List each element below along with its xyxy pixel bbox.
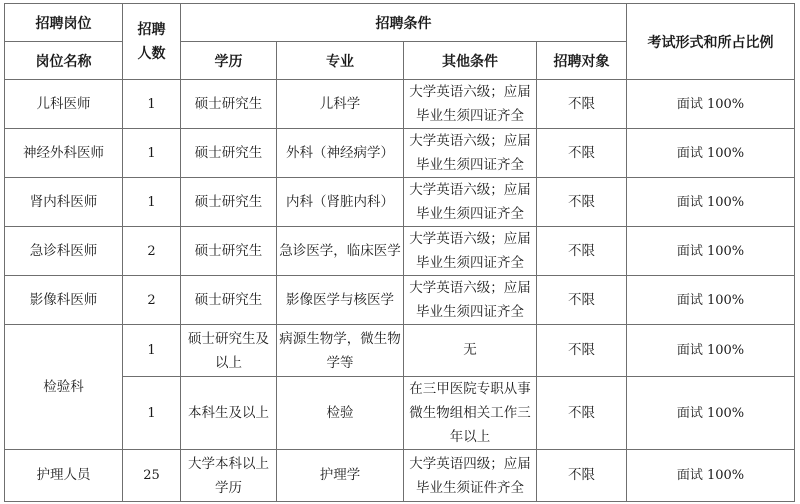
other-conditions-cell: 大学英语六级；应届毕业生须四证齐全 (404, 227, 537, 276)
count-cell: 1 (123, 325, 181, 377)
other-conditions-cell: 大学英语六级；应届毕业生须四证齐全 (404, 178, 537, 227)
count-cell: 1 (123, 377, 181, 450)
major-cell: 影像医学与核医学 (277, 276, 404, 325)
exam-cell: 面试 100% (627, 80, 795, 129)
table-row (5, 450, 795, 502)
header-major: 专业 (277, 42, 404, 80)
header-target: 招聘对象 (537, 42, 627, 80)
major-cell: 急诊医学，临床医学 (277, 227, 404, 276)
count-cell: 2 (123, 276, 181, 325)
count-cell: 1 (123, 129, 181, 178)
education-cell: 大学本科以上学历 (181, 450, 277, 502)
target-cell: 不限 (537, 80, 627, 129)
exam-cell: 面试 100% (627, 227, 795, 276)
education-cell: 硕士研究生及以上 (181, 325, 277, 377)
position-cell: 影像科医师 (5, 276, 123, 325)
target-cell: 不限 (537, 450, 627, 502)
count-cell: 1 (123, 178, 181, 227)
education-cell: 硕士研究生 (181, 227, 277, 276)
other-conditions-cell: 大学英语四级；应届毕业生须证件齐全 (404, 450, 537, 502)
position-cell: 护理人员 (5, 450, 123, 502)
table-row (5, 80, 795, 129)
other-conditions-cell: 大学英语六级；应届毕业生须四证齐全 (404, 276, 537, 325)
position-cell: 肾内科医师 (5, 178, 123, 227)
exam-cell: 面试 100% (627, 178, 795, 227)
education-cell: 硕士研究生 (181, 178, 277, 227)
major-cell: 病源生物学，微生物学等 (277, 325, 404, 377)
header-headcount-text: 招聘人数 (137, 21, 166, 62)
other-conditions-cell: 大学英语六级；应届毕业生须四证齐全 (404, 80, 537, 129)
count-cell: 1 (123, 80, 181, 129)
position-cell-lab: 检验科 (5, 325, 123, 450)
header-education: 学历 (181, 42, 277, 80)
exam-cell: 面试 100% (627, 276, 795, 325)
header-headcount (123, 4, 181, 80)
target-cell: 不限 (537, 178, 627, 227)
target-cell: 不限 (537, 325, 627, 377)
table-row (5, 325, 795, 377)
target-cell: 不限 (537, 227, 627, 276)
target-cell: 不限 (537, 276, 627, 325)
header-position-group: 招聘岗位 (5, 4, 123, 42)
target-cell: 不限 (537, 129, 627, 178)
header-conditions-group: 招聘条件 (181, 4, 627, 42)
header-position-name: 岗位名称 (5, 42, 123, 80)
position-cell: 儿科医师 (5, 80, 123, 129)
position-cell: 神经外科医师 (5, 129, 123, 178)
count-cell: 25 (123, 450, 181, 502)
header-row-1 (5, 4, 795, 42)
position-cell: 急诊科医师 (5, 227, 123, 276)
major-cell: 外科（神经病学） (277, 129, 404, 178)
major-cell: 儿科学 (277, 80, 404, 129)
other-conditions-cell: 在三甲医院专职从事微生物组相关工作三年以上 (404, 377, 537, 450)
table-row (5, 377, 795, 450)
table-row (5, 276, 795, 325)
education-cell: 硕士研究生 (181, 129, 277, 178)
table-row (5, 227, 795, 276)
education-cell: 硕士研究生 (181, 80, 277, 129)
major-cell: 检验 (277, 377, 404, 450)
count-cell: 2 (123, 227, 181, 276)
major-cell: 护理学 (277, 450, 404, 502)
exam-cell: 面试 100% (627, 450, 795, 502)
table-row (5, 178, 795, 227)
header-exam: 考试形式和所占比例 (627, 4, 795, 80)
target-cell: 不限 (537, 377, 627, 450)
recruitment-table (4, 3, 795, 502)
exam-cell: 面试 100% (627, 377, 795, 450)
education-cell: 硕士研究生 (181, 276, 277, 325)
exam-cell: 面试 100% (627, 129, 795, 178)
other-conditions-cell: 大学英语六级；应届毕业生须四证齐全 (404, 129, 537, 178)
table-row (5, 129, 795, 178)
other-conditions-cell: 无 (404, 325, 537, 377)
exam-cell: 面试 100% (627, 325, 795, 377)
header-other-conditions: 其他条件 (404, 42, 537, 80)
education-cell: 本科生及以上 (181, 377, 277, 450)
major-cell: 内科（肾脏内科） (277, 178, 404, 227)
